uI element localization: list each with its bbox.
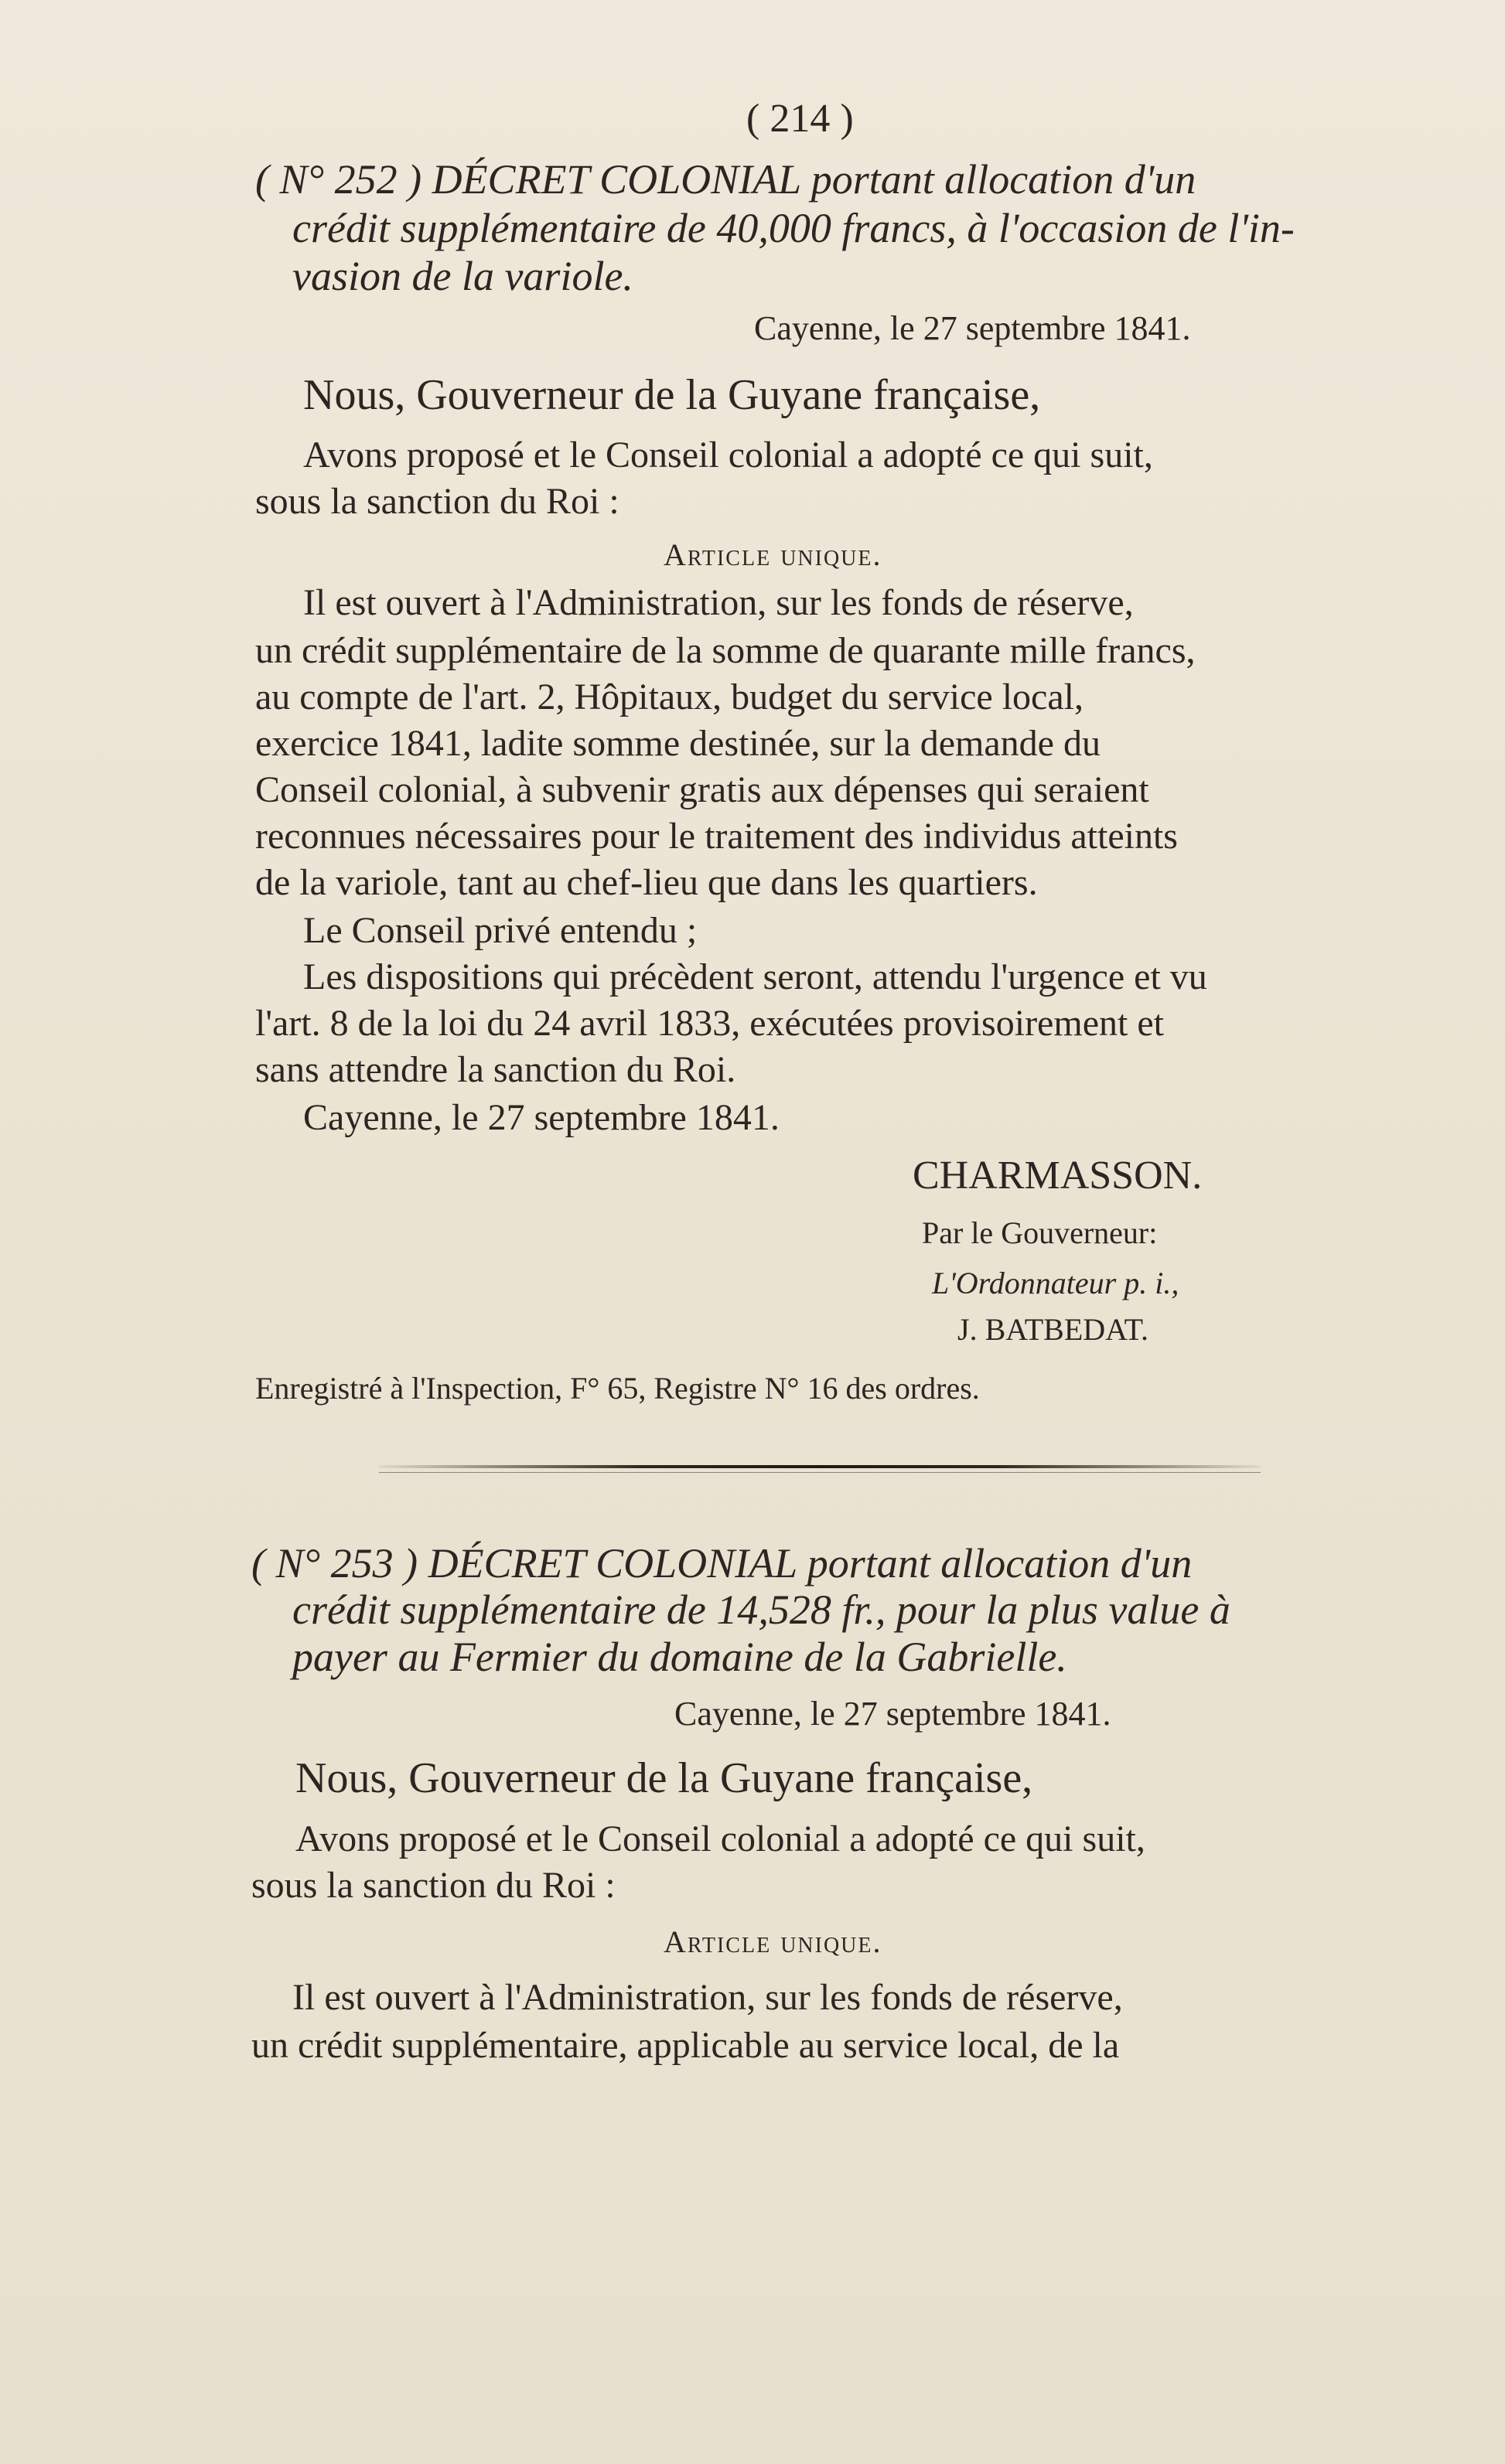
decree-253-heading-line-2: crédit supplémentaire de 14,528 fr., pour la plus value à — [292, 1586, 1230, 1633]
decree-253-body-line-2: un crédit supplémentaire, applicable au service local, de la — [251, 2025, 1120, 2066]
decree-252-conseil-prive: Le Conseil privé entendu ; — [303, 910, 698, 951]
decree-252-place-date: Cayenne, le 27 septembre 1841. — [754, 309, 1191, 347]
decree-253-nous-line: Nous, Gouverneur de la Guyane française, — [295, 1754, 1033, 1802]
decree-252-heading-line-1: ( N° 252 ) DÉCRET COLONIAL portant allocation d'un — [255, 156, 1196, 203]
decree-252-dispositions-line-3: sans attendre la sanction du Roi. — [255, 1049, 736, 1090]
decree-252-body-line-4: exercice 1841, ladite somme destinée, sur la demande du — [255, 723, 1101, 764]
decree-253-heading-line-1: ( N° 253 ) DÉCRET COLONIAL portant allocation d'un — [251, 1540, 1193, 1586]
decree-252-body-line-2: un crédit supplémentaire de la somme de quarante mille francs, — [255, 630, 1196, 671]
decree-252-nous-line: Nous, Gouverneur de la Guyane française, — [303, 371, 1041, 419]
decree-252-body-line-1: Il est ouvert à l'Administration, sur les fonds de réserve, — [303, 582, 1134, 623]
page-number: ( 214 ) — [746, 97, 854, 141]
decree-252-dispositions-line-1: Les dispositions qui précèdent seront, attendu l'urgence et vu — [303, 956, 1207, 997]
decree-253-avons-line-1: Avons proposé et le Conseil colonial a adopté ce qui suit, — [295, 1818, 1145, 1859]
decree-252-heading-line-3: vasion de la variole. — [292, 253, 633, 299]
decree-252-body-line-5: Conseil colonial, à subvenir gratis aux dépenses qui seraient — [255, 769, 1149, 810]
decree-252-body-line-7: de la variole, tant au chef-lieu que dans les quartiers. — [255, 862, 1038, 903]
section-divider-thin — [379, 1472, 1261, 1473]
decree-252-par-le-gouverneur: Par le Gouverneur: — [922, 1215, 1158, 1250]
decree-252-registration: Enregistré à l'Inspection, F° 65, Registre N° 16 des ordres. — [255, 1371, 980, 1406]
decree-252-body-line-3: au compte de l'art. 2, Hôpitaux, budget du service local, — [255, 676, 1084, 717]
decree-252-article-title: Article unique. — [664, 537, 882, 572]
decree-252-countersign: J. BATBEDAT. — [957, 1312, 1149, 1347]
decree-252-avons-line-1: Avons proposé et le Conseil colonial a adopté ce qui suit, — [303, 435, 1153, 475]
decree-252-heading-line-2: crédit supplémentaire de 40,000 francs, à l'occasion de l'in- — [292, 205, 1295, 251]
decree-252-avons-line-2: sous la sanction du Roi : — [255, 481, 619, 522]
decree-253-heading-line-3: payer au Fermier du domaine de la Gabrielle. — [292, 1634, 1067, 1680]
decree-253-avons-line-2: sous la sanction du Roi : — [251, 1865, 616, 1906]
decree-252-closing-date: Cayenne, le 27 septembre 1841. — [303, 1097, 780, 1138]
decree-253-body-line-1: Il est ouvert à l'Administration, sur les fonds de réserve, — [292, 1977, 1123, 2018]
decree-252-signatory: CHARMASSON. — [913, 1154, 1203, 1198]
decree-252-ordonnateur: L'Ordonnateur p. i., — [932, 1266, 1179, 1300]
decree-252-dispositions-line-2: l'art. 8 de la loi du 24 avril 1833, exécutées provisoirement et — [255, 1003, 1164, 1044]
decree-253-article-title: Article unique. — [664, 1924, 882, 1959]
section-divider — [379, 1465, 1261, 1468]
decree-253-place-date: Cayenne, le 27 septembre 1841. — [674, 1695, 1111, 1733]
decree-252-body-line-6: reconnues nécessaires pour le traitement des individus atteints — [255, 816, 1178, 857]
